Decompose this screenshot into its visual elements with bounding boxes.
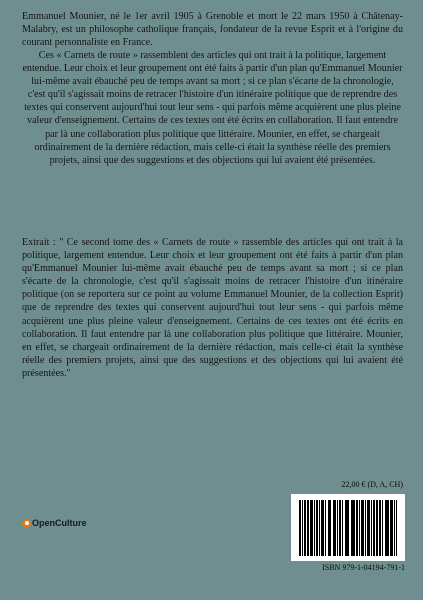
barcode-bar — [340, 500, 341, 556]
barcode-bar — [376, 500, 378, 556]
barcode-bar — [396, 500, 397, 556]
barcode-bar — [314, 500, 315, 556]
barcode-icon — [299, 500, 397, 556]
book-extract — [22, 236, 403, 380]
barcode-bar — [359, 500, 360, 556]
barcode-bar — [311, 500, 312, 556]
barcode-bar — [371, 500, 372, 556]
barcode-bar — [382, 500, 383, 556]
barcode-bar — [337, 500, 338, 556]
barcode-bar — [334, 500, 336, 556]
publisher-logo-text: OpenCulture — [32, 518, 87, 528]
barcode-bar — [391, 500, 393, 556]
barcode-bar — [353, 500, 354, 556]
barcode-bar — [342, 500, 343, 556]
barcode-bar — [365, 500, 366, 556]
isbn-label: ISBN 979-1-04194-791-1 — [322, 563, 405, 572]
barcode-bar — [325, 500, 326, 556]
publisher-logo — [22, 518, 87, 528]
barcode-bar — [362, 500, 364, 556]
price-label: 22,00 € (D, A, CH) — [341, 480, 403, 489]
barcode-bar — [387, 500, 388, 556]
barcode-bar — [347, 500, 349, 556]
author-bio — [22, 10, 403, 49]
barcode-bar — [374, 500, 375, 556]
book-extract-text: Extrait : " Ce second tome des « Carnets de route » rassemble des articles qui ont trait à la politique, largement entendue. Leur choix et leur groupement ont été faits à partir d'un plan qu'Emmanuel Mounier lui-même avait ébauché peu de temps avant sa mort ; si ce plan s'écarte de la chronologie, c'est qu'il s'agissait moins de retracer l'histoire d'un itinéraire politique (on se reportera sur ce point au volume Emmanuel Mounier, de la collection Esprit) que de reprendre des textes qui conservent aujourd'hui tout leur sens - qui parfois même acquièrent une plus pleine valeur d'enseignement. Certains de ces textes ont été écrits en collaboration. Il faut entendre par là une collaboration plus politique que littéraire. Mounier, en effet, se chargeait ordinairement de la dernière rédaction, mais celle-ci était la synthèse réelle des premiers projets, ainsi que des suggestions et des objections qui lui avaient été présentées." — [22, 237, 403, 379]
barcode-bar — [307, 500, 309, 556]
book-summary — [22, 49, 403, 167]
barcode-bar — [319, 500, 320, 556]
openculture-logo-icon — [22, 519, 31, 528]
barcode-bar — [330, 500, 331, 556]
barcode-bar — [302, 500, 303, 556]
barcode-box — [291, 494, 405, 561]
barcode-bar — [394, 500, 395, 556]
book-summary-text: Ces « Carnets de route » rassemblent des articles qui ont trait à la politique, largement entendue. Leur choix et leur groupement ont été faits à partir d'un plan qu'Emmanuel Mounier lui-même avait ébauché peu de temps avant sa mort ; si ce plan s'écarte de la chronologie, c'est qu'il s'agissait moins de retracer l'histoire d'un itinéraire politique que de reprendre des textes qui conservent aujourd'hui tout leur sens - qui parfois même acquièrent une plus pleine valeur d'enseignement. Certains de ces textes ont été écrits en collaboration. Il faut entendre par là une collaboration plus politique que littéraire. Mounier, en effet, se chargeait ordinairement de la dernière rédaction, mais celle-ci était la synthèse réelle des premiers projets, ainsi que des suggestions et des objections qui lui avaient été présentées. — [22, 50, 403, 166]
author-bio-text: Emmanuel Mounier, né le 1er avril 1905 à Grenoble et mort le 22 mars 1950 à Châtenay-Malabry, est un philosophe catholique français, fondateur de la revue Esprit et à l'origine du courant personnaliste en France. — [22, 11, 403, 49]
